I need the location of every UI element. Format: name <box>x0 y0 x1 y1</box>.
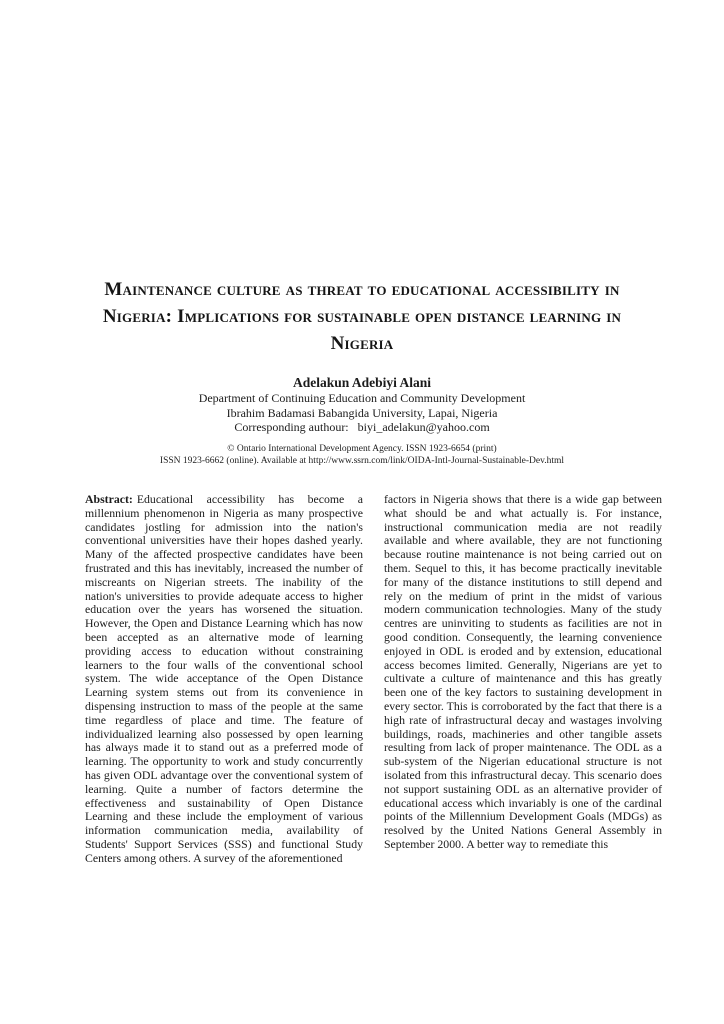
author-block <box>72 374 652 435</box>
abstract-right-column <box>384 493 662 866</box>
copyright-issn-print-line: © Ontario International Development Agency. ISSN 1923-6654 (print) <box>227 444 497 454</box>
author-department: Department of Continuing Education and Community Development <box>198 391 526 405</box>
paper-title: Maintenance culture as threat to educational accessibility in Nigeria: Implications for sustainable open distance learning in Nigeria <box>102 279 622 354</box>
abstract-left-column <box>85 493 363 866</box>
author-name: Adelakun Adebiyi Alani <box>292 375 432 390</box>
author-university: Ibrahim Badamasi Babangida University, Lapai, Nigeria <box>226 405 498 420</box>
abstract-label: Abstract: <box>85 492 133 506</box>
abstract-columns <box>85 493 662 866</box>
corresponding-author-line: Corresponding authour: biyi_adelakun@yahoo.com <box>234 420 490 434</box>
abstract-text-right: factors in Nigeria shows that there is a wide gap between what should be and what actually is. For instance, instructional communication media are not readily available and where available, they are not functioning because routine maintenance is not being carried out on them. Sequel to this, it has become practically inevitable for many of the distance institutions to still depend and rely on the medium of print in the midst of various modern communication technologies. Many of the study centres are uninviting to students as facilities are not in good condition. Consequently, the learning convenience enjoyed in ODL is eroded and by extension, educational access becomes limited. Generally, Nigerians are yet to cultivate a culture of maintenance and this has greatly been one of the key factors to sustaining development in every sector. This is corroborated by the fact that there is a high rate of infrastructural decay and wastages involving buildings, roads, machineries and other tangible assets resulting from lack of proper maintenance. The ODL as a sub-system of the Nigerian educational structure is not isolated from this infrastructural decay. This scenario does not support sustaining ODL as an alternative provider of educational access which invariably is one of the cardinal points of the Millennium Development Goals (MDGs) as resolved by the United Nations General Assembly in September 2000. A better way to remediate this <box>384 492 662 851</box>
imprint-block <box>72 443 652 467</box>
abstract-text-left: Educational accessibility has become a millennium phenomenon in Nigeria as many prospective candidates jostling for admission into the nation's conventional universities have their hopes dashed yearly. Many of the affected prospective candidates have been frustrated and this has inevitably, increased the number of miscreants on Nigerian streets. The inability of the nation's universities to provide adequate access to higher education over the years has worsened the situation. However, the Open and Distance Learning which has now been accepted as an alternative mode of learning providing access to education without constraining learners to the four walls of the conventional school system. The wide acceptance of the Open Distance Learning system stems out from its convenience in dispensing instruction to mass of the people at the same time regardless of place and time. The feature of individualized learning also possessed by open learning has always made it to stand out as a preferred mode of learning. The opportunity to work and study concurrently has given ODL advantage over the conventional system of learning. Quite a number of factors determine the effectiveness and sustainability of Open Distance Learning and these include the employment of various information communication media, availability of Students' Support Services (SSS) and functional Study Centers among others. A survey of the aforementioned <box>85 492 363 865</box>
issn-online-url-line: ISSN 1923-6662 (online). Available at http://www.ssrn.com/link/OIDA-Intl-Journal-Sustainable-Dev.html <box>159 456 565 466</box>
